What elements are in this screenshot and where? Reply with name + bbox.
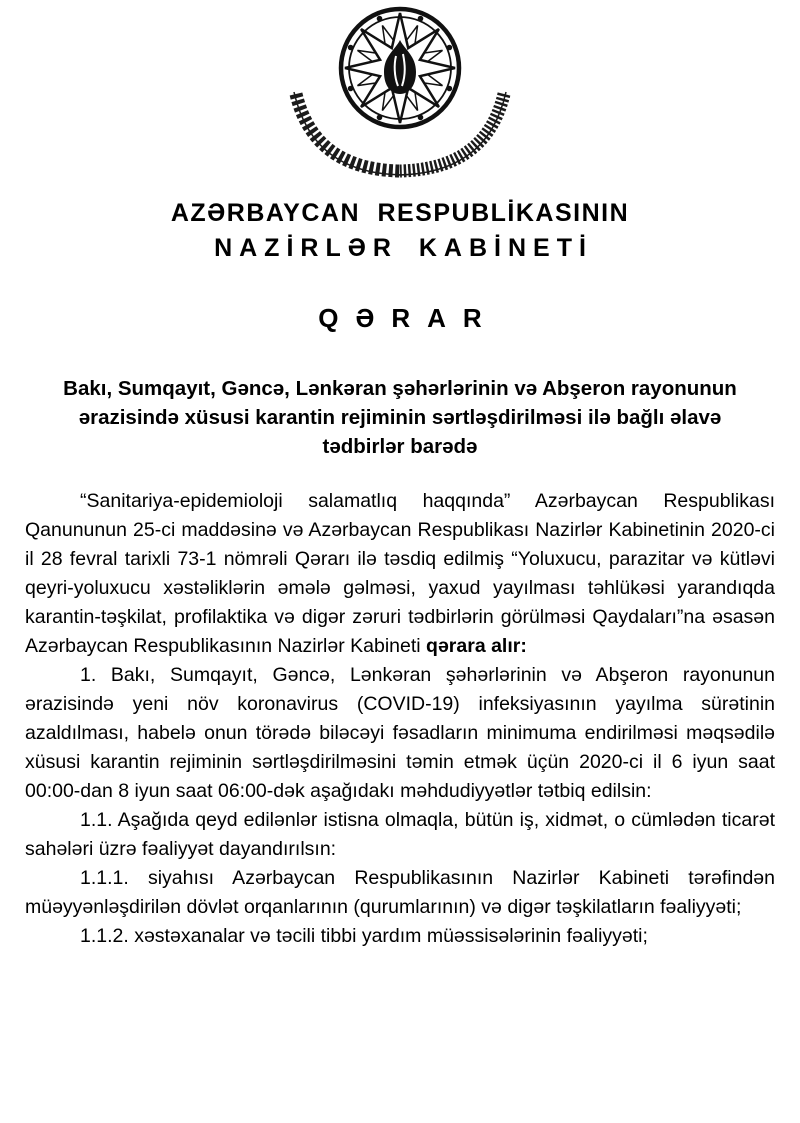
decree-body: [25, 487, 775, 951]
organization-title: [25, 196, 775, 266]
emblem-container: [25, 6, 775, 178]
resolution-phrase: qərara alır:: [426, 635, 527, 657]
decree-subject: Bakı, Sumqayıt, Gəncə, Lənkəran şəhərlərinin və Abşeron rayonunun ərazisində xüsusi karantin rejiminin sərtləşdirilməsi ilə bağlı əlavə tədbirlər barədə: [63, 377, 737, 458]
azerbaijan-state-emblem-icon: [270, 6, 530, 178]
preamble-text: “Sanitariya-epidemioloji salamatlıq haqqında” Azərbaycan Respublikası Qanununun 25-ci maddəsinə və Azərbaycan Respublikası Nazirlər Kabinetinin 2020-ci il 28 fevral tarixli 73-1 nömrəli Qərarı ilə təsdiq edilmiş “Yoluxucu, parazitar və kütləvi qeyri-yoluxucu xəstəliklərin əmələ gəlməsi, yaxud yayılması təhlükəsi yarandıqda karantin-təşkilat, profilaktika və digər zəruri tədbirlərin görülməsi Qaydaları”na əsasən Azərbaycan Respublikasının Nazirlər Kabineti: [25, 490, 775, 657]
organization-title-line1: AZƏRBAYCAN RESPUBLİKASININ: [170, 199, 630, 227]
decree-label: QƏRAR: [318, 303, 499, 333]
decree-item-1: 1. Bakı, Sumqayıt, Gəncə, Lənkəran şəhərlərinin və Abşeron rayonunun ərazisində yeni növ koronavirus (COVID-19) infeksiyasının yayılma sürətinin azaldılması, habelə onun törədə biləcəyi fəsadların minimuma endirilməsi məqsədilə xüsusi karantin rejiminin sərtləşdirilməsini təmin etmək üçün 2020-ci il 6 iyun saat 00:00-dan 8 iyun saat 06:00-dək aşağıdakı məhdudiyyətlər tətbiq edilsin:: [25, 664, 775, 802]
decree-item-1-1-1: 1.1.1. siyahısı Azərbaycan Respublikasının Nazirlər Kabineti tərəfindən müəyyənləşdirilən dövlət orqanlarının (qurumlarının) və digər təşkilatların fəaliyyəti;: [25, 867, 775, 918]
preamble-paragraph: [25, 487, 775, 661]
decree-item-1-1-2: 1.1.2. xəstəxanalar və təcili tibbi yardım müəssisələrinin fəaliyyəti;: [80, 925, 648, 947]
organization-title-line2: NAZİRLƏR KABİNETİ: [214, 234, 593, 262]
decree-item-1-1: 1.1. Aşağıda qeyd edilənlər istisna olmaqla, bütün iş, xidmət, o cümlədən ticarət sahələri üzrə fəaliyyət dayandırılsın:: [25, 809, 775, 860]
